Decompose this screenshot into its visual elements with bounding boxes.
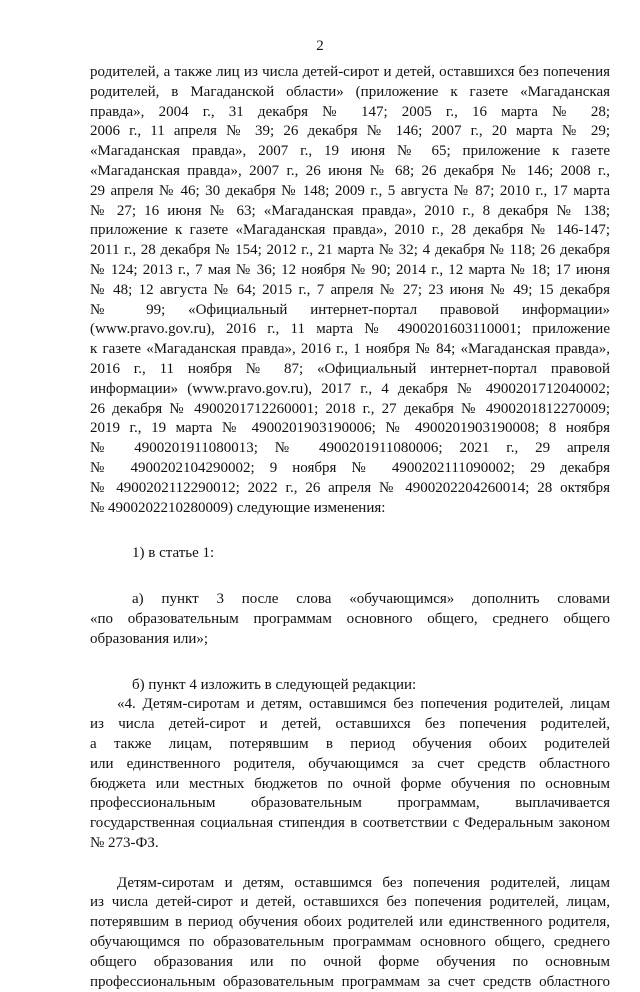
text-line: правда», 2004 г., 31 декабря № 147; 2005 г., 16 марта № 28; <box>90 103 610 120</box>
text-line: государственная социальная стипендия в соответствии с Федеральным законом <box>90 815 610 832</box>
text-line: Детям-сиротам и детям, оставшимся без попечения родителей, лицам <box>117 874 610 891</box>
text-line: № 4900201911080013; № 4900201911080006; 2021 г., 29 апреля <box>90 440 610 457</box>
text-line: № 273-ФЗ. <box>90 834 159 851</box>
item-1-heading: 1) в статье 1: <box>132 545 215 562</box>
text-line: из числа детей-сирот и детей, оставшихся без попечения родителей, <box>90 716 610 733</box>
text-line: № 4900202104290002; 9 ноября № 4900202111090002; 29 декабря <box>90 459 610 476</box>
text-line: к газете «Магаданская правда», 2016 г., 1 ноября № 84; «Магаданская правда», <box>90 341 610 358</box>
text-line: «Магаданская правда», 2007 г., 26 июня № 68; 26 декабря № 146; 2008 г., <box>90 162 610 179</box>
text-line: (www.pravo.gov.ru), 2016 г., 11 марта № 4900201603110001; приложение <box>90 321 610 338</box>
document-body <box>90 63 610 992</box>
text-line: приложение к газете «Магаданская правда», 2010 г., 28 декабря № 146-147; <box>90 222 610 239</box>
quote-paragraph-1 <box>90 695 610 853</box>
text-line: «по образовательным программам основного общего, среднего общего <box>90 610 610 627</box>
item-b-heading: б) пункт 4 изложить в следующей редакции: <box>132 676 417 693</box>
text-line: а) пункт 3 после слова «обучающимся» дополнить словами <box>132 591 610 608</box>
text-line: информации» (www.pravo.gov.ru), 2017 г., 4 декабря № 4900201712040002; <box>90 380 610 397</box>
text-line: № 48; 12 августа № 64; 2015 г., 7 апреля № 27; 23 июня № 49; 15 декабря <box>90 281 610 298</box>
text-line: профессиональным образовательным программам, выплачивается <box>90 795 610 812</box>
text-line: «4. Детям-сиротам и детям, оставшимся без попечения родителей, лицам <box>117 696 610 713</box>
intro-paragraph <box>90 63 610 518</box>
text-line: № 4900202210280009) следующие изменения: <box>90 499 386 516</box>
text-line: «Магаданская правда», 2007 г., 19 июня № 65; приложение к газете <box>90 143 610 160</box>
text-line: 2016 г., 11 ноября № 87; «Официальный интернет-портал правовой <box>90 360 610 377</box>
text-line: или единственного родителя, обучающимся за счет средств областного <box>90 755 610 772</box>
text-line: № 4900202112290012; 2022 г., 26 апреля № 4900202204260014; 28 октября <box>90 479 610 496</box>
text-line: бюджета или местных бюджетов по очной форме обучения по основным <box>90 775 610 792</box>
text-line: № 124; 2013 г., 7 мая № 36; 12 ноября № 90; 2014 г., 12 марта № 18; 17 июня <box>90 261 610 278</box>
item-a-paragraph <box>90 590 610 649</box>
text-line: родителей, в Магаданской области» (приложение к газете «Магаданская <box>90 83 610 100</box>
text-line: 2019 г., 19 марта № 4900201903190006; № 4900201903190008; 8 ноября <box>90 420 610 437</box>
text-line: № 99; «Официальный интернет-портал правовой информации» <box>90 301 610 318</box>
text-line: 2006 г., 11 апреля № 39; 26 декабря № 146; 2007 г., 20 марта № 29; <box>90 123 610 140</box>
text-line: № 27; 16 июня № 63; «Магаданская правда», 2010 г., 8 декабря № 138; <box>90 202 610 219</box>
text-line: родителей, а также лиц из числа детей-сирот и детей, оставшихся без попечения <box>90 64 610 80</box>
text-line: из числа детей-сирот и детей, оставшихся без попечения родителей, лицам, <box>90 894 610 911</box>
text-line: профессиональным образовательным программам за счет средств областного <box>90 973 610 990</box>
text-line: 2011 г., 28 декабря № 154; 2012 г., 21 марта № 32; 4 декабря № 118; 26 декабря <box>90 242 610 259</box>
text-line: обучающимся по образовательным программам основного общего, среднего <box>90 934 610 951</box>
text-line: а также лицам, потерявшим в период обучения обоих родителей <box>90 735 610 752</box>
text-line: 29 апреля № 46; 30 декабря № 148; 2009 г., 5 августа № 87; 2010 г., 17 марта <box>90 182 610 199</box>
text-line: общего образования или по очной форме обучения по основным <box>90 953 610 970</box>
quote-paragraph-2 <box>90 874 610 992</box>
page-number: 2 <box>316 38 324 54</box>
text-line: 26 декабря № 4900201712260001; 2018 г., 27 декабря № 4900201812270009; <box>90 400 610 417</box>
text-line: потерявшим в период обучения обоих родителей или единственного родителя, <box>90 914 610 931</box>
text-line: образования или»; <box>90 630 209 647</box>
